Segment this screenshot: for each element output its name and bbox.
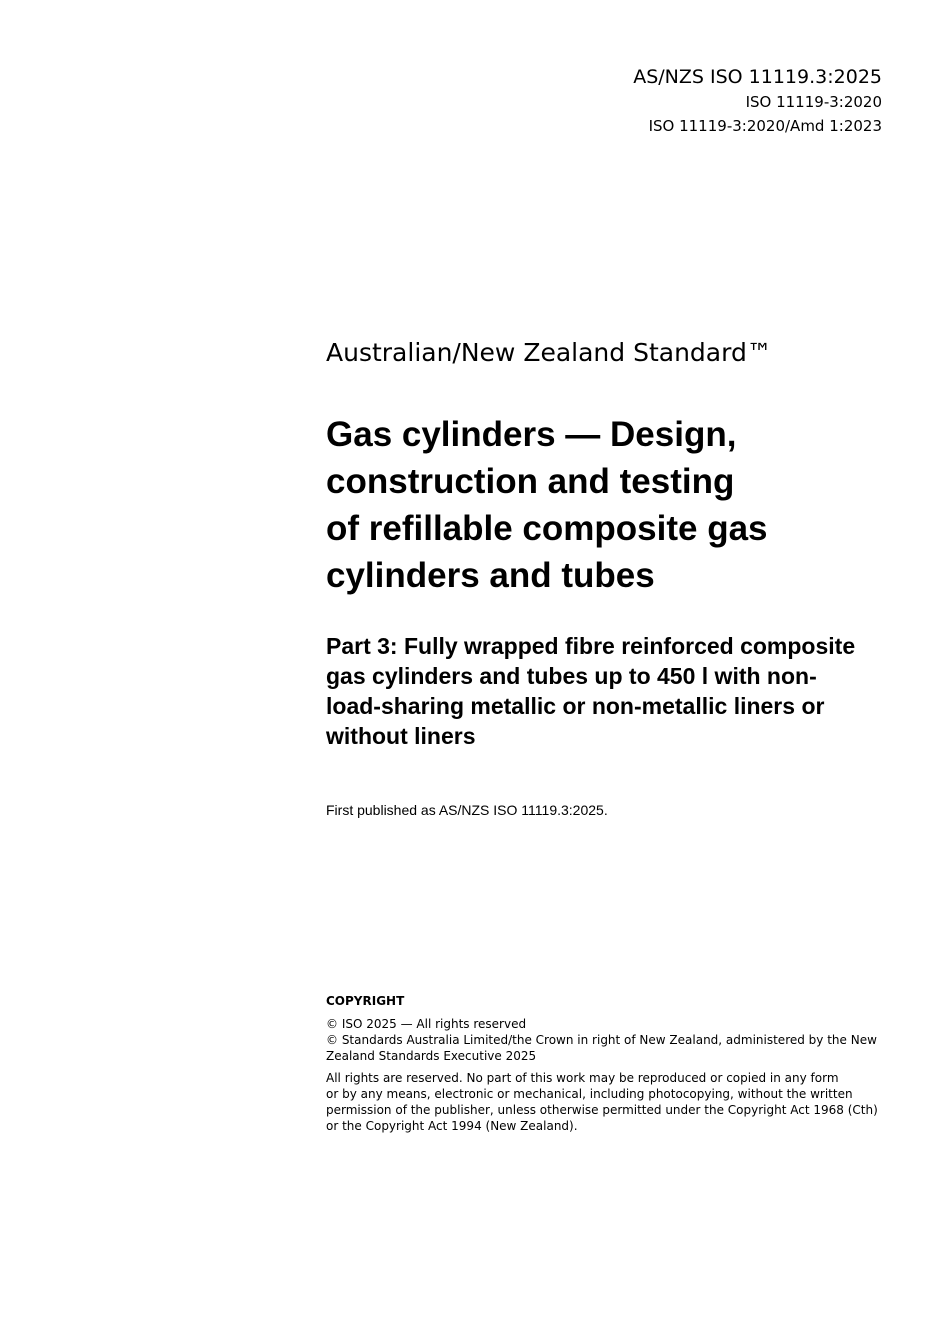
iso-designation: ISO 11119-3:2020: [745, 93, 882, 111]
copyright-owners: [326, 1016, 896, 1064]
rights-notice: [326, 1070, 896, 1134]
copyright-owner-line: © ISO 2025 — All rights reserved: [326, 1017, 527, 1031]
copyright-block: [326, 993, 896, 1134]
subtitle-line: load-sharing metallic or non-metallic liners or: [326, 693, 825, 719]
subtitle-line: without liners: [326, 723, 476, 749]
amendment-designation: ISO 11119-3:2020/Amd 1:2023: [648, 117, 882, 135]
rights-notice-line: or by any means, electronic or mechanical, including photocopying, without the written: [326, 1087, 853, 1101]
rights-notice-line: or the Copyright Act 1994 (New Zealand).: [326, 1119, 578, 1133]
title-line: Gas cylinders — Design,: [326, 415, 737, 454]
title-line: construction and testing: [326, 462, 735, 501]
copyright-heading: COPYRIGHT: [326, 994, 405, 1008]
primary-designation: AS/NZS ISO 11119.3:2025: [633, 66, 882, 88]
document-title: [326, 411, 886, 599]
title-line: cylinders and tubes: [326, 556, 655, 595]
copyright-owner-line: Zealand Standards Executive 2025: [326, 1049, 537, 1063]
first-published-note: First published as AS/NZS ISO 11119.3:2025.: [326, 802, 608, 818]
subtitle-line: Part 3: Fully wrapped fibre reinforced composite: [326, 633, 856, 659]
rights-notice-line: All rights are reserved. No part of this work may be reproduced or copied in any form: [326, 1071, 839, 1085]
subtitle-line: gas cylinders and tubes up to 450 l with non-: [326, 663, 817, 689]
standard-type-label: Australian/New Zealand Standard™: [326, 338, 772, 367]
document-subtitle: [326, 631, 896, 751]
title-line: of refillable composite gas: [326, 509, 768, 548]
document-designations: [633, 64, 882, 138]
copyright-owner-line: © Standards Australia Limited/the Crown in right of New Zealand, administered by the New: [326, 1033, 877, 1047]
rights-notice-line: permission of the publisher, unless otherwise permitted under the Copyright Act 1968 (Cth): [326, 1103, 878, 1117]
